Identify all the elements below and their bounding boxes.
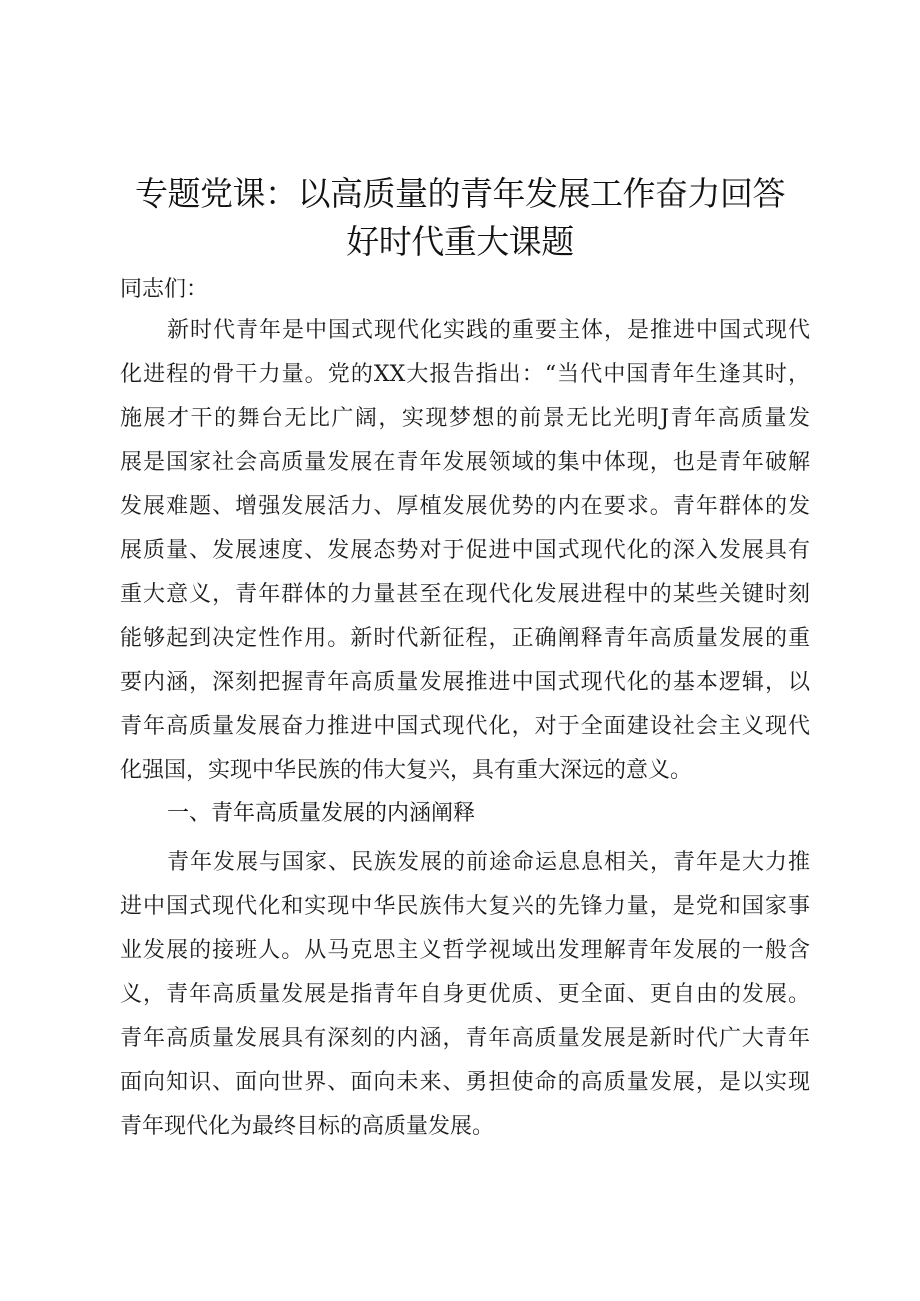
- paragraph-2-line: 业发展的接班人。从马克思主义哲学视域出发理解青年发展的一般含: [120, 938, 810, 963]
- paragraph-1-line: 重大意义，青年群体的力量甚至在现代化发展进程中的某些关键时刻: [120, 582, 810, 607]
- paragraph-2-line: 面向知识、面向世界、面向未来、勇担使命的高质量发展，是以实现: [120, 1070, 810, 1095]
- paragraph-1-line: 发展难题、增强发展活力、厚植发展优势的内在要求。青年群体的发: [120, 494, 810, 519]
- paragraph-1-line: 能够起到决定性作用。新时代新征程，正确阐释青年高质量发展的重: [120, 626, 810, 651]
- paragraph-1-line: 展质量、发展速度、发展态势对于促进中国式现代化的深入发展具有: [120, 538, 810, 563]
- paragraph-2-line: 义，青年高质量发展是指青年自身更优质、更全面、更自由的发展。: [120, 982, 810, 1007]
- greeting: 同志们：: [120, 277, 209, 302]
- paragraph-2-line: 进中国式现代化和实现中华民族伟大复兴的先锋力量，是党和国家事: [120, 894, 810, 919]
- document-title-line-1: 专题党课：以高质量的青年发展工作奋力回答: [135, 174, 785, 213]
- paragraph-2-line: 青年发展与国家、民族发展的前途命运息息相关，青年是大力推: [167, 850, 810, 875]
- paragraph-1-line: 青年高质量发展奋力推进中国式现代化，对于全面建设社会主义现代: [120, 714, 810, 739]
- paragraph-1-line: 要内涵，深刻把握青年高质量发展推进中国式现代化的基本逻辑，以: [120, 670, 810, 695]
- paragraph-1-line: 展是国家社会高质量发展在青年发展领域的集中体现，也是青年破解: [120, 450, 810, 475]
- paragraph-1-line: 施展才干的舞台无比广阔，实现梦想的前景无比光明J青年高质量发: [120, 406, 810, 431]
- paragraph-2-line: 青年高质量发展具有深刻的内涵，青年高质量发展是新时代广大青年: [120, 1026, 810, 1051]
- document-title-line-2: 好时代重大课题: [346, 222, 574, 261]
- paragraph-1-line: 新时代青年是中国式现代化实践的重要主体，是推进中国式现代: [167, 318, 810, 343]
- paragraph-1-line: 化强国，实现中华民族的伟大复兴，具有重大深远的意义。: [120, 758, 693, 783]
- paragraph-1-line: 化进程的骨干力量。党的XX大报告指出：“当代中国青年生逢其时，: [120, 362, 810, 387]
- section-heading: 一、青年高质量发展的内涵阐释: [167, 801, 476, 826]
- paragraph-2-line: 青年现代化为最终目标的高质量发展。: [120, 1114, 495, 1139]
